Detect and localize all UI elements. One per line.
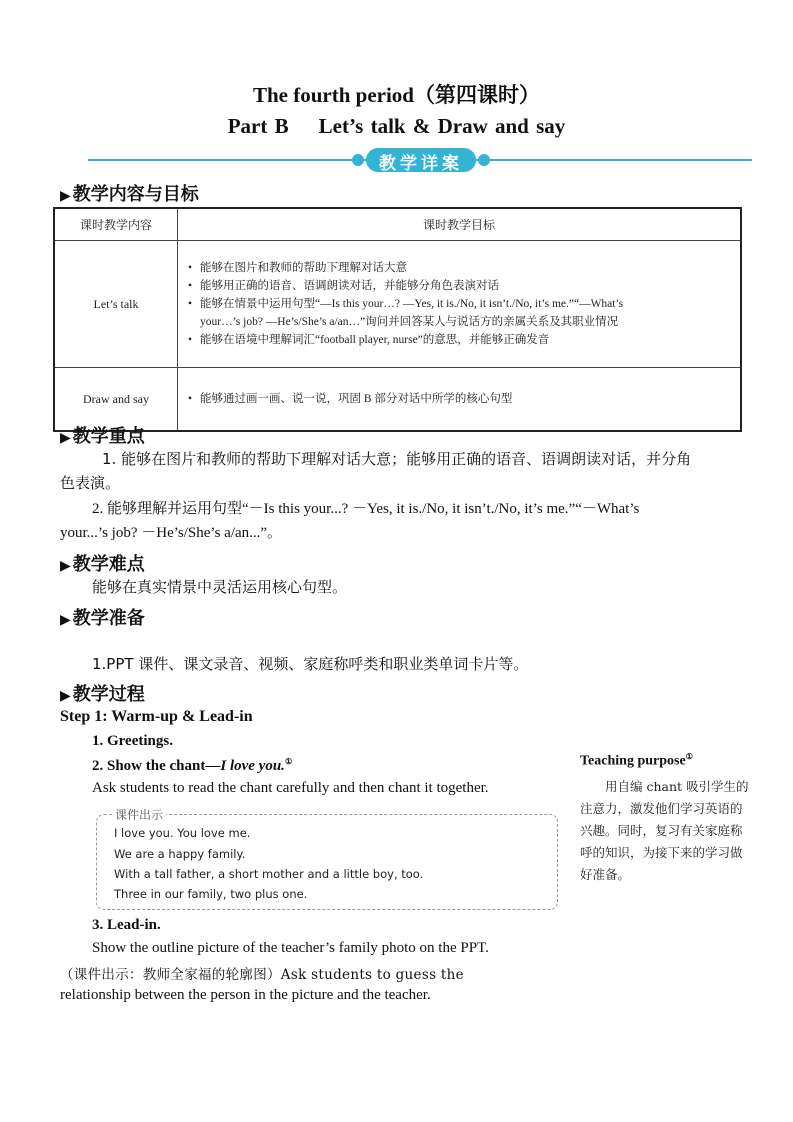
subtitle-topic: Let’s talk & Draw and say — [318, 114, 566, 138]
step-greetings: 1. Greetings. — [92, 733, 173, 749]
leadin-text-3: relationship between the person in the picture and the teacher. — [60, 987, 431, 1003]
goal-item: • 能够在语境中理解词汇“football player, nurse”的意思，并能够正确发音 — [188, 334, 550, 346]
teaching-purpose-title: Teaching purpose① — [580, 752, 693, 769]
key-point-1: 1. 能够在图片和教师的帮助下理解对话大意；能够用正确的语音、语调朗读对话，并分角 — [102, 450, 692, 468]
section-heading-key-points — [60, 422, 145, 448]
goal-item-continued: your…’s job? —He’s/She’s a/an…”询问并回答某人与说话方的亲属关系及其职业情况 — [200, 316, 619, 328]
section-heading-preparation — [60, 604, 145, 630]
table-header-goals: 课时教学目标 — [178, 208, 742, 241]
section-heading-content-goals — [60, 180, 199, 206]
table-header-row — [54, 208, 741, 241]
step-leadin: 3. Lead-in. — [92, 917, 161, 933]
footnote-mark: ① — [284, 757, 293, 766]
table-header-content: 课时教学内容 — [54, 208, 178, 241]
goals-table — [53, 207, 742, 432]
section-badge — [352, 148, 490, 172]
subtitle-part: Part B — [227, 114, 289, 138]
chant-title: I love you. — [220, 758, 285, 774]
triangle-icon: ▶ — [60, 188, 71, 204]
section-label: 教学准备 — [72, 608, 145, 629]
badge-dot-left — [352, 154, 364, 166]
chant-line: Three in our family, two plus one. — [114, 887, 308, 901]
page-subtitle — [0, 114, 793, 139]
goal-item: • 能够在情景中运用句型“—Is this your…? —Yes, it is./No, it isn’t./No, it’s me.”“—What’s — [188, 298, 624, 310]
step-show-chant: 2. Show the chant—I love you.① — [92, 757, 293, 774]
section-heading-difficulties — [60, 550, 145, 576]
table-row — [54, 368, 741, 432]
difficulty-text: 能够在真实情景中灵活运用核心句型。 — [92, 578, 348, 596]
section-label: 教学内容与目标 — [72, 184, 199, 205]
goal-item: • 能够通过画一画、说一说，巩固 B 部分对话中所学的核心句型 — [188, 393, 513, 405]
key-point-2: 2. 能够理解并运用句型“－Is this your...? －Yes, it is./No, it isn’t./No, it’s me.”“－What’s — [92, 501, 640, 517]
goal-item: • 能够用正确的语音、语调朗读对话，并能够分角色表演对话 — [188, 280, 499, 292]
table-cell-goals — [178, 368, 742, 432]
preparation-text: 1.PPT 课件、课文录音、视频、家庭称呼类和职业类单词卡片等。 — [92, 655, 529, 673]
key-point-1-cont: 色表演。 — [60, 474, 121, 492]
courseware-label: 课件出示 — [112, 806, 166, 823]
step-title: Step 1: Warm-up & Lead-in — [60, 708, 253, 725]
goal-item: • 能够在图片和教师的帮助下理解对话大意 — [188, 262, 407, 274]
table-cell-content: Let’s talk — [54, 241, 178, 368]
page-title: The fourth period（第四课时） — [252, 83, 540, 107]
table-cell-content: Draw and say — [54, 368, 178, 432]
section-label: 教学难点 — [72, 554, 145, 575]
section-label: 教学过程 — [72, 684, 145, 705]
chant-instruction: Ask students to read the chant carefully and then chant it together. — [92, 780, 489, 796]
section-label: 教学重点 — [72, 426, 145, 447]
chant-line: With a tall father, a short mother and a little boy, too. — [114, 867, 424, 881]
badge-label: 教学详案 — [379, 154, 463, 174]
chant-line: I love you. You love me. — [114, 826, 251, 840]
teaching-purpose-text: 用自编 chant 吸引学生的注意力，激发他们学习英语的兴趣。同时，复习有关家庭称呼的知识，为接下来的学习做好准备。 — [580, 779, 749, 882]
table-cell-goals — [178, 241, 742, 368]
footnote-mark: ① — [685, 752, 693, 761]
triangle-icon: ▶ — [60, 558, 71, 574]
triangle-icon: ▶ — [60, 688, 71, 704]
badge-dot-right — [478, 154, 490, 166]
triangle-icon: ▶ — [60, 430, 71, 446]
leadin-text-2: （课件出示：教师全家福的轮廓图）Ask students to guess the — [60, 967, 464, 983]
leadin-text-1: Show the outline picture of the teacher’s family photo on the PPT. — [92, 940, 489, 956]
table-row — [54, 241, 741, 368]
triangle-icon: ▶ — [60, 612, 71, 628]
chant-line: We are a happy family. — [114, 847, 246, 861]
key-point-2-cont: your...’s job? －He’s/She’s a/an...”。 — [60, 525, 283, 541]
section-heading-process — [60, 680, 145, 706]
